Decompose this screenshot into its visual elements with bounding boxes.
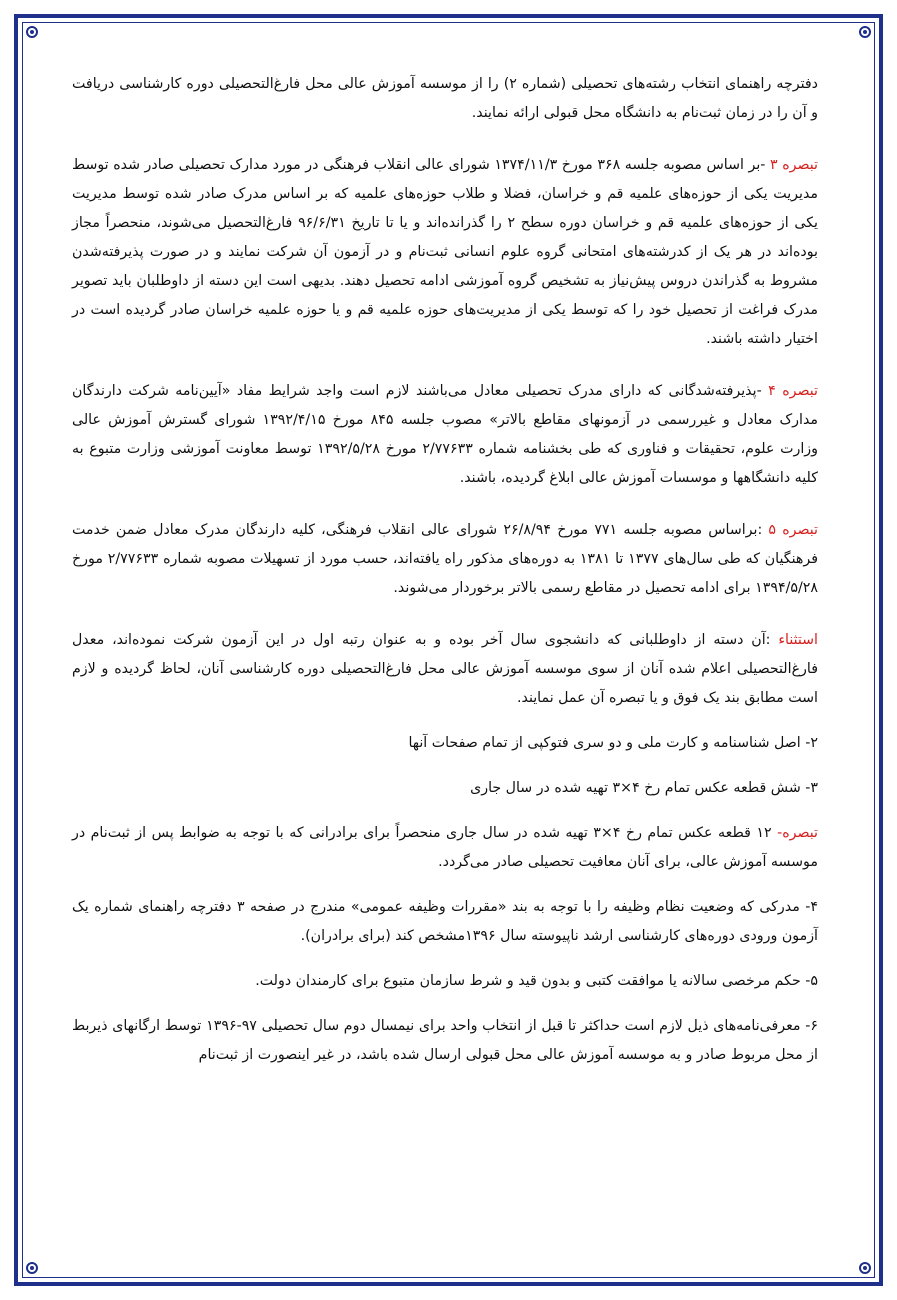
note-label: تبصره ۴ bbox=[768, 383, 818, 399]
item-2 bbox=[72, 729, 818, 758]
item-3 bbox=[72, 774, 818, 803]
corner-ornament-icon bbox=[26, 26, 38, 38]
paragraph-text: -بر اساس مصوبه جلسه ۳۶۸ مورخ ۱۳۷۴/۱۱/۳ شورای عالی انقلاب فرهنگی در مورد مدارک تحصیلی صادر شده توسط مدیریت یکی از حوزه‌های علمیه قم و خراسان، فضلا و طلاب حوزه‌های علمیه که بر اساس مدرک صادر شده توسط مدیریت یکی از حوزه‌های علمیه قم و خراسان دوره سطح ۲ را گذرانده‌اند و یا تا تاریخ ۹۶/۶/۳۱ فارغ‌التحصیل می‌شوند، منحصراً مجاز بوده‌اند در هر یک از کدرشته‌های امتحانی گروه علوم انسانی ثبت‌نام و در آزمون آن شرکت نمایند و در صورت پذیرفته‌شدن مشروط به گذراندن دروس پیش‌نیاز به تشخیص گروه آموزشی ادامه تحصیل دهند. بدیهی است این دسته از داوطلبان باید تصویر مدرک فراغت از تحصیل خود را که توسط یکی از مدیریت‌های حوزه علمیه قم و یا حوزه علمیه خراسان صادر گردیده است در اختیار داشته باشند. bbox=[72, 157, 819, 347]
paragraph-text: ۳- شش قطعه عکس تمام رخ ۴×۳ تهیه شده در سال جاری bbox=[470, 780, 818, 796]
corner-ornament-icon bbox=[859, 26, 871, 38]
note-3-paragraph bbox=[72, 151, 818, 354]
paragraph-text: ۵- حکم مرخصی سالانه یا موافقت کتبی و بدون قید و شرط سازمان متبوع برای کارمندان دولت. bbox=[255, 973, 818, 989]
note-4-paragraph bbox=[72, 377, 818, 493]
corner-ornament-icon bbox=[26, 1262, 38, 1274]
paragraph-text: -پذیرفته‌شدگانی که دارای مدرک تحصیلی معادل می‌باشند لازم است واجد شرایط مفاد «آیین‌نامه شرکت دارندگان مدارک معادل و غیررسمی در آزمونهای مقاطع بالاتر» مصوب جلسه ۸۴۵ مورخ ۱۳۹۲/۴/۱۵ شورای گسترش آموزش عالی وزارت علوم، تحقیقات و فناوری که طی بخشنامه شماره ۲/۷۷۶۳۳ مورخ ۱۳۹۲/۵/۲۸ توسط معاونت آموزشی وزارت متبوع به کلیه دانشگاهها و موسسات آموزش عالی ابلاغ گردیده، باشند. bbox=[72, 383, 818, 486]
note-label: استثناء bbox=[778, 632, 818, 648]
item-5 bbox=[72, 967, 818, 996]
document-body bbox=[72, 70, 818, 1070]
paragraph-text: ۱۲ قطعه عکس تمام رخ ۴×۳ تهیه شده در سال جاری منحصراً برای برادرانی که با توجه به ضوابط پس از ثبت‌نام در موسسه آموزش عالی، برای آنان معافیت تحصیلی صادر می‌گردد. bbox=[72, 825, 818, 870]
intro-paragraph bbox=[72, 70, 818, 128]
paragraph-text: ۲- اصل شناسنامه و کارت ملی و دو سری فتوکپی از تمام صفحات آنها bbox=[408, 735, 818, 751]
exception-paragraph bbox=[72, 626, 818, 713]
paragraph-text: ۴- مدرکی که وضعیت نظام وظیفه را با توجه به بند «مقررات وظیفه عمومی» مندرج در صفحه ۳ دفترچه راهنمای شماره یک آزمون ورودی دوره‌های کارشناسی ارشد ناپیوسته سال ۱۳۹۶مشخص کند (برای برادران). bbox=[72, 899, 818, 944]
corner-ornament-icon bbox=[859, 1262, 871, 1274]
photo-note-paragraph bbox=[72, 819, 818, 877]
note-label: تبصره- bbox=[777, 825, 818, 841]
note-label: تبصره ۳ bbox=[770, 157, 818, 173]
item-6 bbox=[72, 1012, 818, 1070]
paragraph-text: :براساس مصوبه جلسه ۷۷۱ مورخ ۲۶/۸/۹۴ شورای عالی انقلاب فرهنگی، کلیه دارندگان مدرک معادل ضمن خدمت فرهنگیان که طی سال‌های ۱۳۷۷ تا ۱۳۸۱ به دوره‌های مذکور راه یافته‌اند، حسب مورد از تسهیلات مصوبه شماره ۲/۷۷۶۳۳ مورخ ۱۳۹۴/۵/۲۸ برای ادامه تحصیل در مقاطع رسمی بالاتر برخوردار می‌شوند. bbox=[72, 522, 818, 596]
note-5-paragraph bbox=[72, 516, 818, 603]
note-label: تبصره ۵ bbox=[768, 522, 818, 538]
paragraph-text: :آن دسته از داوطلبانی که دانشجوی سال آخر بوده و به عنوان رتبه اول در این آزمون شرکت نموده‌اند، معدل فارغ‌التحصیلی اعلام شده آنان از سوی موسسه آموزش عالی محل فارغ‌التحصیلی دوره کارشناسی آنان، لحاظ گردیده و لازم است مطابق بند یک فوق و یا تبصره آن عمل نمایند. bbox=[72, 632, 818, 706]
paragraph-text: ۶- معرفی‌نامه‌های ذیل لازم است حداکثر تا قبل از انتخاب واحد برای نیمسال دوم سال تحصیلی ۹۷-۱۳۹۶ توسط ارگانهای ذیربط از محل مربوط صادر و به موسسه آموزش عالی محل قبولی ارسال شده باشد، در غیر اینصورت از ثبت‌نام bbox=[72, 1018, 818, 1063]
item-4 bbox=[72, 893, 818, 951]
paragraph-text: دفترچه راهنمای انتخاب رشته‌های تحصیلی (شماره ۲) را از موسسه آموزش عالی محل فارغ‌التحصیلی دوره کارشناسی دریافت و آن را در زمان ثبت‌نام به دانشگاه محل قبولی ارائه نمایند. bbox=[72, 76, 818, 121]
